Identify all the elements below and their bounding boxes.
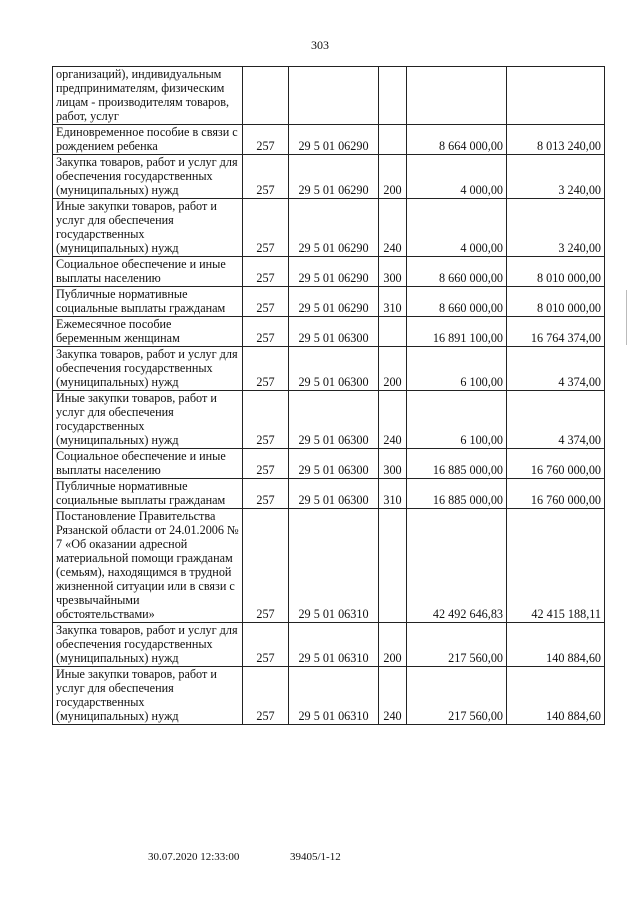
table-row [53,667,605,725]
row-amount-planned: 16 885 000,00 [407,479,507,509]
budget-table [52,66,605,725]
row-name: Постановление Правительства Рязанской области от 24.01.2006 № 7 «Об оказании адресной материальной помощи гражданам (семьям), находящимся в трудной жизненной ситуации или в связи с чрезвычайными обстоятельствами» [53,509,243,623]
table-row [53,623,605,667]
budget-table-body [53,67,605,725]
table-row [53,347,605,391]
row-expense-type [379,125,407,155]
row-code: 29 5 01 06310 [289,623,379,667]
row-amount-executed: 8 010 000,00 [507,287,605,317]
row-amount-planned: 16 891 100,00 [407,317,507,347]
row-amount-executed: 42 415 188,11 [507,509,605,623]
row-code: 29 5 01 06300 [289,449,379,479]
row-amount-executed: 16 764 374,00 [507,317,605,347]
row-chapter: 257 [243,199,289,257]
scan-edge-mark [626,290,627,345]
row-amount-planned: 8 664 000,00 [407,125,507,155]
row-name: Иные закупки товаров, работ и услуг для обеспечения государственных (муниципальных) нужд [53,667,243,725]
row-amount-planned: 4 000,00 [407,155,507,199]
row-amount-planned: 8 660 000,00 [407,287,507,317]
row-amount-planned: 42 492 646,83 [407,509,507,623]
row-chapter: 257 [243,287,289,317]
row-name: Социальное обеспечение и иные выплаты населению [53,449,243,479]
row-chapter: 257 [243,449,289,479]
table-row [53,287,605,317]
row-code: 29 5 01 06310 [289,509,379,623]
row-expense-type [379,67,407,125]
row-amount-planned: 16 885 000,00 [407,449,507,479]
row-amount-executed: 16 760 000,00 [507,479,605,509]
row-chapter: 257 [243,125,289,155]
row-amount-executed: 8 013 240,00 [507,125,605,155]
row-expense-type [379,317,407,347]
table-row [53,257,605,287]
row-name: Закупка товаров, работ и услуг для обеспечения государственных (муниципальных) нужд [53,347,243,391]
row-code: 29 5 01 06300 [289,391,379,449]
row-chapter [243,67,289,125]
row-amount-planned: 217 560,00 [407,623,507,667]
row-code: 29 5 01 06290 [289,257,379,287]
table-row [53,391,605,449]
row-name: Ежемесячное пособие беременным женщинам [53,317,243,347]
row-expense-type: 310 [379,479,407,509]
row-chapter: 257 [243,155,289,199]
table-row [53,479,605,509]
row-name: Единовременное пособие в связи с рождением ребенка [53,125,243,155]
row-expense-type: 200 [379,623,407,667]
row-code: 29 5 01 06300 [289,479,379,509]
row-name: Иные закупки товаров, работ и услуг для обеспечения государственных (муниципальных) нужд [53,391,243,449]
row-code: 29 5 01 06310 [289,667,379,725]
row-code: 29 5 01 06290 [289,287,379,317]
row-amount-executed: 16 760 000,00 [507,449,605,479]
row-code [289,67,379,125]
row-chapter: 257 [243,257,289,287]
row-amount-executed: 3 240,00 [507,199,605,257]
row-amount-executed [507,67,605,125]
row-amount-planned: 6 100,00 [407,347,507,391]
table-row [53,199,605,257]
row-chapter: 257 [243,317,289,347]
row-expense-type [379,509,407,623]
table-row [53,155,605,199]
row-amount-planned [407,67,507,125]
row-chapter: 257 [243,347,289,391]
row-amount-planned: 217 560,00 [407,667,507,725]
row-amount-executed: 140 884,60 [507,623,605,667]
row-amount-planned: 8 660 000,00 [407,257,507,287]
row-chapter: 257 [243,391,289,449]
row-expense-type: 200 [379,155,407,199]
table-row [53,509,605,623]
row-expense-type: 300 [379,257,407,287]
row-amount-executed: 4 374,00 [507,347,605,391]
row-code: 29 5 01 06290 [289,199,379,257]
row-amount-executed: 3 240,00 [507,155,605,199]
table-row [53,317,605,347]
row-expense-type: 240 [379,199,407,257]
row-code: 29 5 01 06290 [289,155,379,199]
table-row [53,449,605,479]
row-name: Публичные нормативные социальные выплаты гражданам [53,479,243,509]
row-expense-type: 200 [379,347,407,391]
table-row [53,67,605,125]
row-expense-type: 240 [379,391,407,449]
row-expense-type: 310 [379,287,407,317]
row-amount-planned: 6 100,00 [407,391,507,449]
row-code: 29 5 01 06300 [289,317,379,347]
row-name: Социальное обеспечение и иные выплаты населению [53,257,243,287]
page-number: 303 [311,38,329,52]
row-name: Закупка товаров, работ и услуг для обеспечения государственных (муниципальных) нужд [53,155,243,199]
row-chapter: 257 [243,623,289,667]
row-chapter: 257 [243,667,289,725]
row-name: Иные закупки товаров, работ и услуг для обеспечения государственных (муниципальных) нужд [53,199,243,257]
row-code: 29 5 01 06300 [289,347,379,391]
row-name: организаций), индивидуальным предпринимателям, физическим лицам - производителям товаров, работ, услуг [53,67,243,125]
row-code: 29 5 01 06290 [289,125,379,155]
table-row [53,125,605,155]
row-amount-executed: 8 010 000,00 [507,257,605,287]
row-expense-type: 300 [379,449,407,479]
row-amount-executed: 140 884,60 [507,667,605,725]
footer-timestamp: 30.07.2020 12:33:00 [148,851,240,863]
row-chapter: 257 [243,479,289,509]
row-chapter: 257 [243,509,289,623]
row-amount-planned: 4 000,00 [407,199,507,257]
row-amount-executed: 4 374,00 [507,391,605,449]
row-expense-type: 240 [379,667,407,725]
footer-doc-id: 39405/1-12 [290,851,341,863]
row-name: Публичные нормативные социальные выплаты гражданам [53,287,243,317]
row-name: Закупка товаров, работ и услуг для обеспечения государственных (муниципальных) нужд [53,623,243,667]
